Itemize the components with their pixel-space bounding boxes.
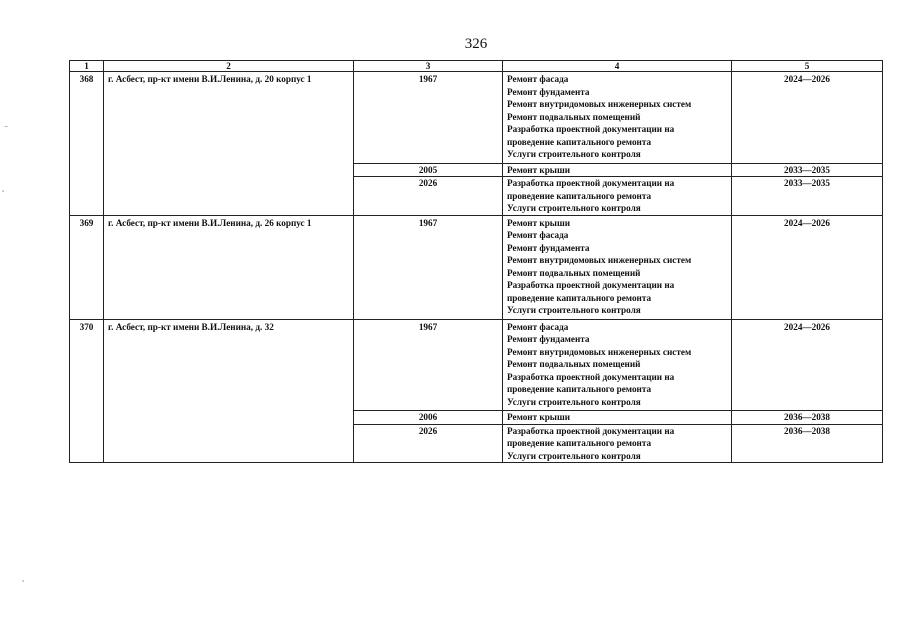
works-cell	[503, 72, 732, 164]
work-item: Разработка проектной документации на	[507, 124, 675, 134]
work-item: Ремонт фасада	[507, 321, 569, 332]
building-address: г. Асбест, пр-кт имени В.И.Ленина, д. 20 корпус 1	[104, 72, 354, 216]
table-row	[70, 72, 883, 164]
work-item: Ремонт подвальных помещений	[507, 359, 641, 369]
year-cell: 1967	[354, 72, 503, 164]
year-cell: 2005	[354, 163, 503, 177]
work-item: Услуги строительного контроля	[507, 203, 641, 213]
row-number: 370	[70, 319, 104, 463]
work-item: Ремонт внутридомовых инженерных систем	[507, 99, 692, 109]
repair-schedule-table	[69, 60, 883, 463]
period-cell: 2036—2038	[732, 424, 883, 463]
work-item: Услуги строительного контроля	[507, 450, 641, 461]
work-item: Ремонт крыши	[507, 217, 571, 228]
column-header: 4	[503, 61, 732, 72]
period-cell: 2024—2026	[732, 215, 883, 319]
work-item: Разработка проектной документации на	[507, 425, 675, 436]
period-cell: 2033—2035	[732, 177, 883, 216]
work-item: Ремонт фундамента	[507, 334, 590, 344]
work-item: проведение капитального ремонта	[507, 292, 652, 303]
work-item: Услуги строительного контроля	[507, 305, 641, 315]
work-item: Разработка проектной документации на	[507, 371, 675, 382]
works-cell	[503, 411, 732, 425]
scan-artifact: ⁻	[4, 124, 9, 133]
building-address: г. Асбест, пр-кт имени В.И.Ленина, д. 32	[104, 319, 354, 463]
period-cell: 2036—2038	[732, 411, 883, 425]
page-number: 326	[464, 36, 488, 52]
work-item: Ремонт крыши	[507, 164, 571, 175]
column-number-row	[70, 61, 883, 72]
work-item: Ремонт внутридомовых инженерных систем	[507, 346, 692, 357]
column-header: 2	[104, 61, 354, 72]
work-item: проведение капитального ремонта	[507, 136, 652, 147]
work-item: Услуги строительного контроля	[507, 396, 641, 407]
year-cell: 1967	[354, 215, 503, 319]
work-item: проведение капитального ремонта	[507, 384, 652, 394]
column-header: 5	[732, 61, 883, 72]
period-cell: 2024—2026	[732, 72, 883, 164]
row-number: 369	[70, 215, 104, 319]
year-cell: 2006	[354, 411, 503, 425]
work-item: Ремонт фасада	[507, 74, 569, 84]
work-item: Ремонт фундамента	[507, 242, 590, 253]
period-cell: 2024—2026	[732, 319, 883, 411]
work-item: Разработка проектной документации на	[507, 178, 675, 188]
works-cell	[503, 177, 732, 216]
work-item: проведение капитального ремонта	[507, 438, 652, 448]
works-cell	[503, 424, 732, 463]
building-address: г. Асбест, пр-кт имени В.И.Ленина, д. 26 корпус 1	[104, 215, 354, 319]
work-item: Ремонт фундамента	[507, 86, 590, 97]
year-cell: 1967	[354, 319, 503, 411]
table-body	[70, 72, 883, 463]
period-cell: 2033—2035	[732, 163, 883, 177]
column-header: 3	[354, 61, 503, 72]
column-header: 1	[70, 61, 104, 72]
works-cell	[503, 215, 732, 319]
year-cell: 2026	[354, 424, 503, 463]
work-item: Ремонт крыши	[507, 412, 571, 422]
year-cell: 2026	[354, 177, 503, 216]
work-item: Ремонт фасада	[507, 230, 569, 240]
scan-artifact: ⸱	[22, 577, 25, 586]
row-number: 368	[70, 72, 104, 216]
works-cell	[503, 163, 732, 177]
work-item: Ремонт подвальных помещений	[507, 267, 641, 278]
works-cell	[503, 319, 732, 411]
table-row	[70, 319, 883, 411]
table-row	[70, 215, 883, 319]
work-item: Услуги строительного контроля	[507, 149, 641, 159]
scan-artifact: ⸱	[2, 187, 5, 196]
work-item: Ремонт подвальных помещений	[507, 111, 641, 122]
work-item: проведение капитального ремонта	[507, 190, 652, 201]
work-item: Разработка проектной документации на	[507, 280, 675, 290]
work-item: Ремонт внутридомовых инженерных систем	[507, 255, 692, 265]
